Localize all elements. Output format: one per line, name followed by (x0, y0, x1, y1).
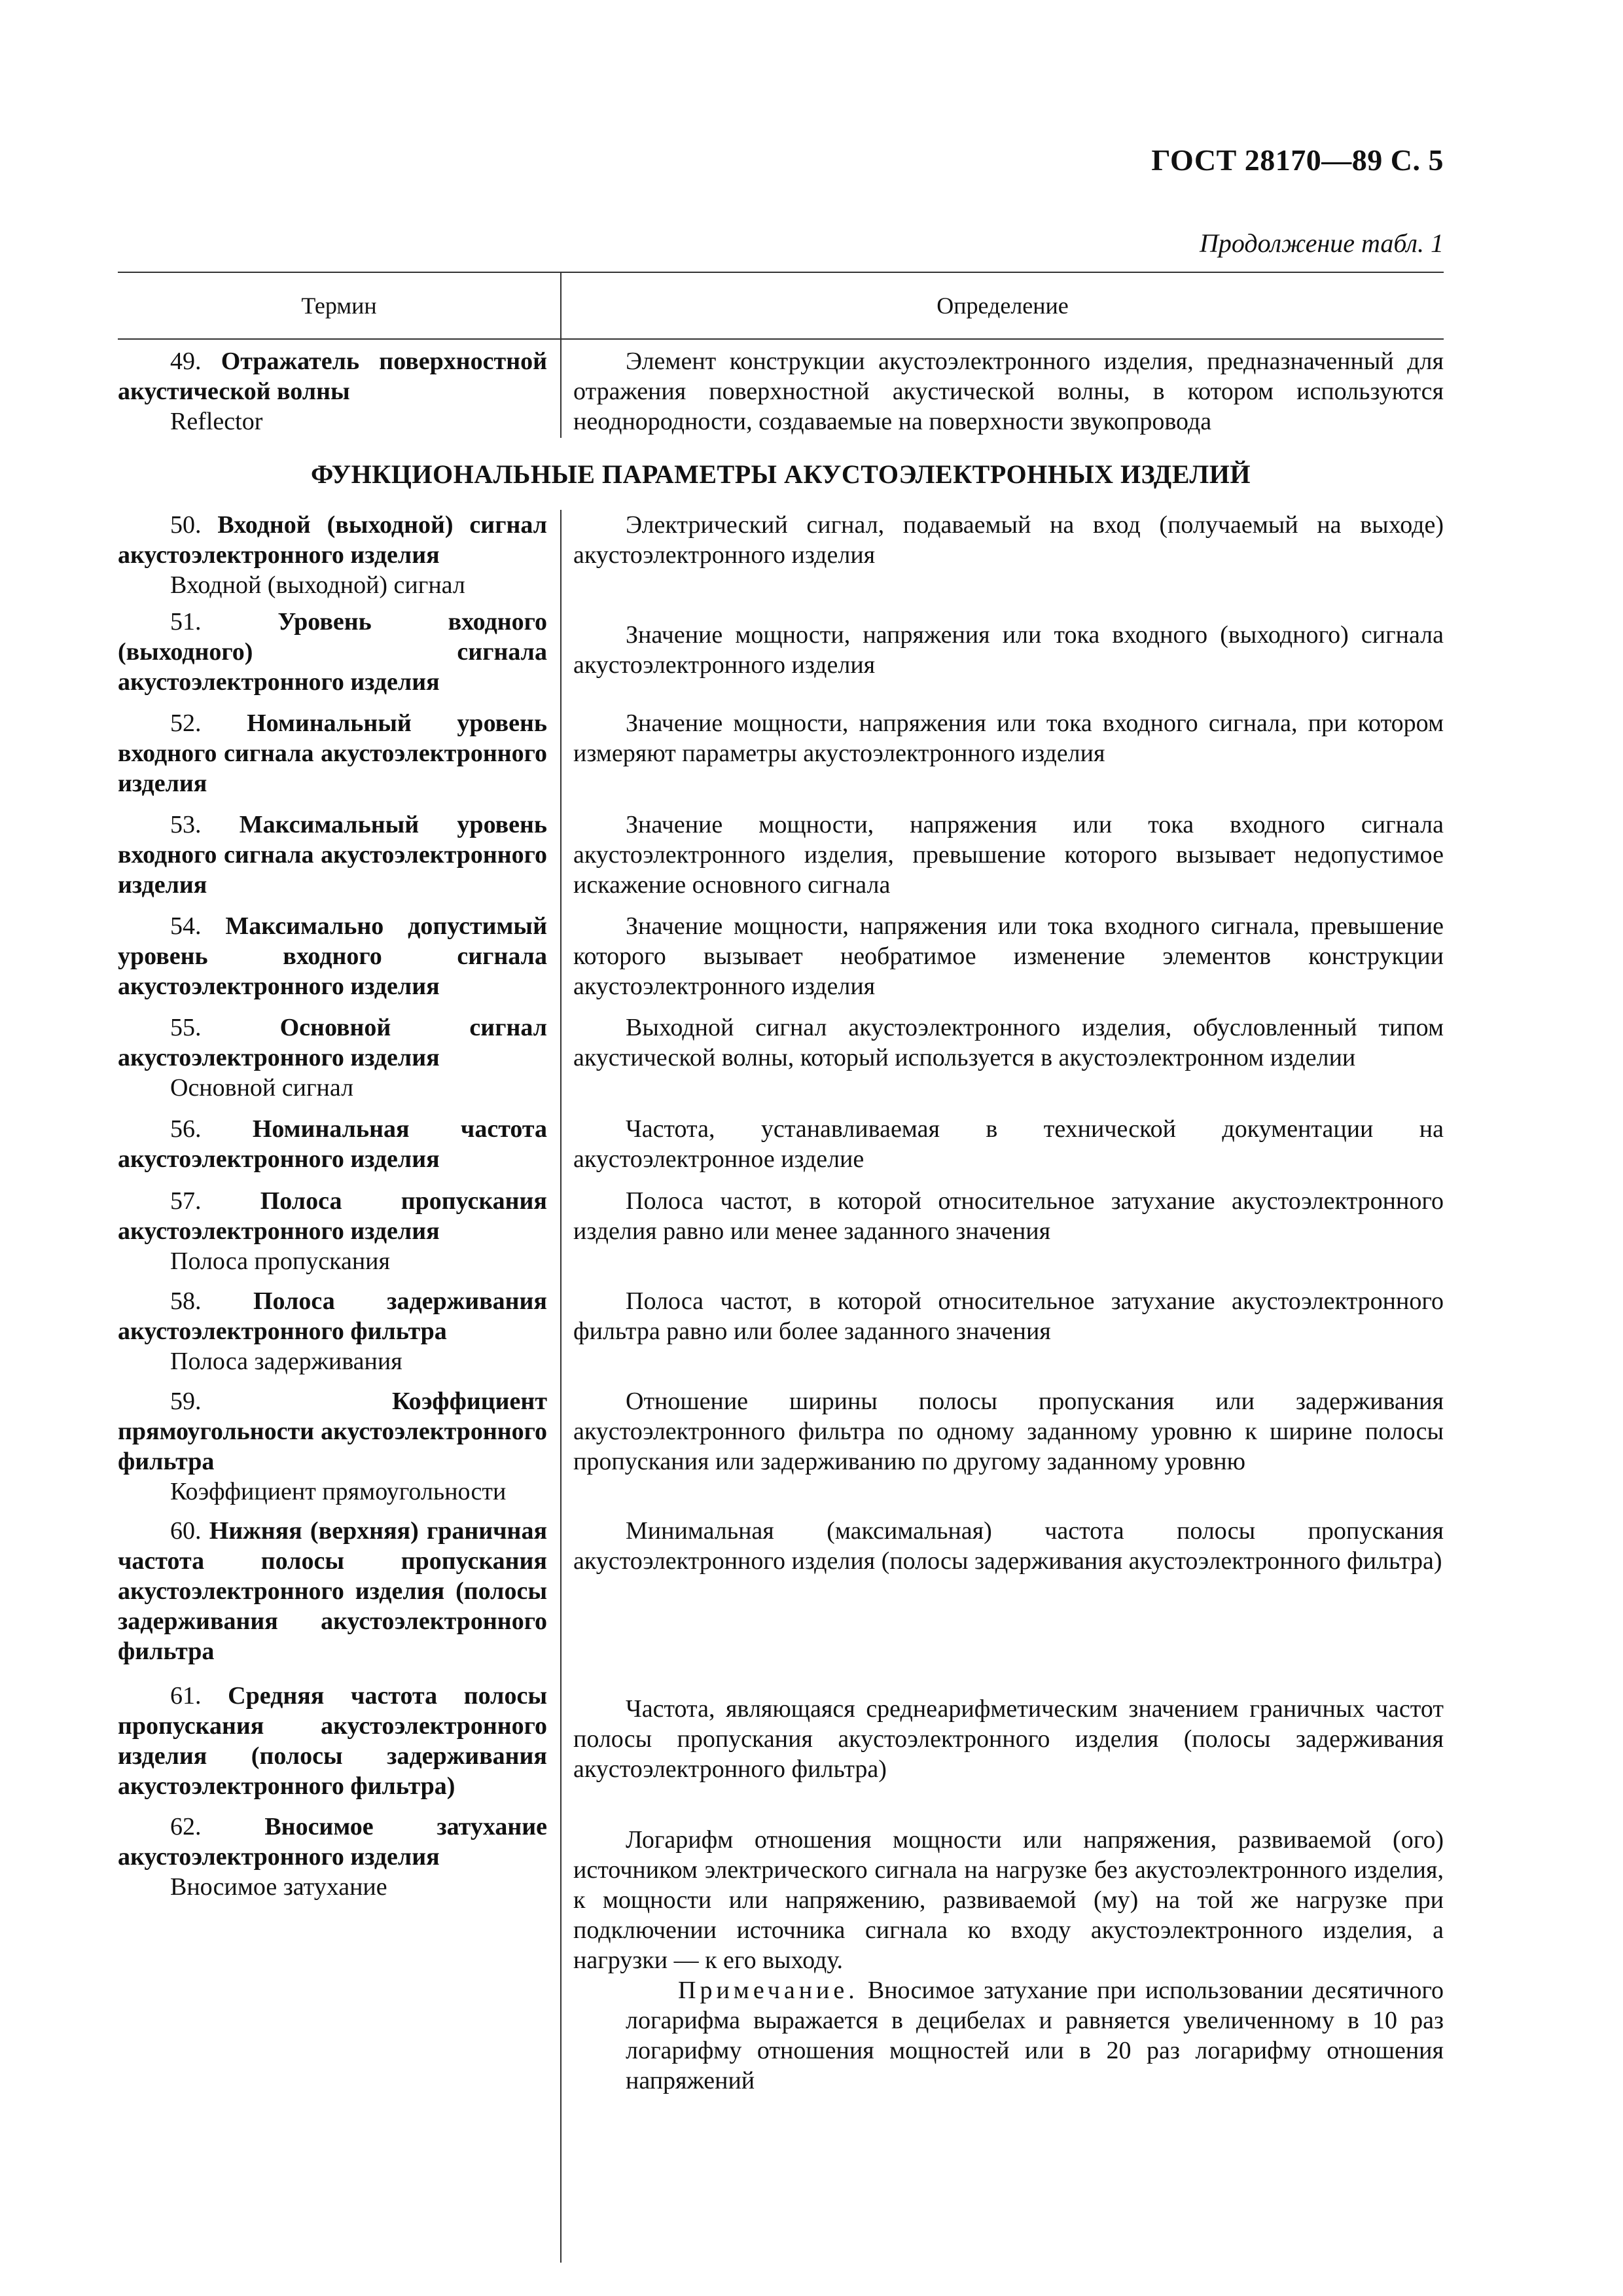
definition-cell: Значение мощности, напряжения или тока входного сигнала акустоэлектронного изделия, превышение которого вызывает недопустимое искажение основного сигнала (573, 811, 1444, 899)
term-cell: 50. Входной (выходной) сигнал акустоэлектронного изделия Входной (выходной) сигнал (118, 511, 547, 599)
definition-cell: Полоса частот, в которой относительное затухание акустоэлектронного изделия равно или менее заданного значения (573, 1187, 1444, 1245)
definition-cell: Значение мощности, напряжения или тока входного сигнала, превышение которого вызывает необратимое изменение элементов конструкции акустоэлектронного изделия (573, 912, 1444, 1000)
terms-table (118, 272, 1444, 2100)
column-header-term: Термин (118, 273, 562, 338)
column-header-definition: Определение (936, 293, 1069, 319)
column-divider (560, 340, 562, 438)
table-row (118, 340, 1444, 438)
term-cell: 60. Нижняя (верхняя) граничная частота полосы пропускания акустоэлектронного изделия (полосы задерживания акустоэлектронного фильтра (118, 1517, 548, 1665)
table-row (118, 911, 1444, 1013)
table-header (118, 272, 1444, 340)
term-text: Номинальная частота акустоэлектронного изделия (118, 1115, 547, 1173)
term-text: Вносимое затухание акустоэлектронного изделия (118, 1813, 548, 1871)
table-row (118, 510, 1444, 607)
table-continuation-label: Продолжение табл. 1 (1199, 228, 1444, 258)
table-row (118, 708, 1444, 810)
term-text: Номинальный уровень входного сигнала акустоэлектронного изделия (118, 709, 547, 797)
definition-cell: Электрический сигнал, подаваемый на вход (получаемый на выходе) акустоэлектронного изделия (573, 511, 1444, 569)
table-row (118, 607, 1444, 708)
table-row (118, 1286, 1444, 1386)
term-cell: 61. Средняя частота полосы пропускания акустоэлектронного изделия (полосы задерживания акустоэлектронного фильтра) (118, 1682, 548, 1800)
term-text: Основной сигнал акустоэлектронного изделия (118, 1014, 547, 1071)
table-row (118, 1386, 1444, 1516)
section-title: ФУНКЦИОНАЛЬНЫЕ ПАРАМЕТРЫ АКУСТОЭЛЕКТРОННЫХ ИЗДЕЛИЙ (310, 459, 1251, 489)
term-text: Коэффициент прямоугольности акустоэлектронного фильтра (118, 1388, 547, 1475)
term-text: Уровень входного (выходного) сигнала акустоэлектронного изделия (118, 608, 547, 696)
column-divider (560, 510, 562, 2263)
definition-cell: Полоса частот, в которой относительное затухание акустоэлектронного фильтра равно или более заданного значения (573, 1287, 1444, 1345)
term-cell: 53. Максимальный уровень входного сигнала акустоэлектронного изделия (118, 811, 547, 899)
term-text: Нижняя (верхняя) граничная частота полосы пропускания акустоэлектронного изделия (полосы задерживания акустоэлектронного фильтра (118, 1517, 548, 1665)
definition-cell: Частота, являющаяся среднеарифметическим значением граничных частот полосы пропускания акустоэлектронного изделия (полосы задерживания акустоэлектронного фильтра) (573, 1695, 1444, 1783)
term-synonym: Входной (выходной) сигнал (170, 571, 465, 599)
term-text: Входной (выходной) сигнал акустоэлектронного изделия (118, 511, 547, 569)
table-body (118, 340, 1444, 2100)
term-text: Средняя частота полосы пропускания акустоэлектронного изделия (полосы задерживания акустоэлектронного фильтра) (118, 1682, 548, 1800)
definition-cell: Значение мощности, напряжения или тока входного (выходного) сигнала акустоэлектронного изделия (573, 621, 1444, 679)
term-synonym: Полоса пропускания (170, 1247, 390, 1275)
table-row (118, 810, 1444, 911)
table-row (118, 1186, 1444, 1286)
term-text: Максимально допустимый уровень входного сигнала акустоэлектронного изделия (118, 912, 547, 1000)
definition-cell: Частота, устанавливаемая в технической документации на акустоэлектронное изделие (573, 1115, 1444, 1173)
note-label: Примечание. (678, 1977, 859, 2004)
table-row (118, 1516, 1444, 1681)
table-row (118, 1114, 1444, 1186)
term-cell: 55. Основной сигнал акустоэлектронного изделия Основной сигнал (118, 1014, 547, 1102)
definition-cell: Значение мощности, напряжения или тока входного сигнала, при котором измеряют параметры акустоэлектронного изделия (573, 709, 1444, 767)
definition-cell: Логарифм отношения мощности или напряжения, развиваемой (ого) источником электрического сигнала на нагрузке без акустоэлектронного изделия, к мощности или напряжению, развиваемой (му) на той же нагрузке при подключении источника сигнала ко входу акустоэлектронного изделия, а нагрузки — к его выходу. (573, 1826, 1444, 1974)
term-text: Максимальный уровень входного сигнала акустоэлектронного изделия (118, 811, 547, 899)
term-synonym: Полоса задерживания (170, 1348, 402, 1375)
term-synonym: Основной сигнал (170, 1074, 354, 1102)
note-text: Вносимое затухание при использовании десятичного логарифма выражается в децибелах и равняется увеличенному в 10 раз логарифму отношения мощностей или в 20 раз логарифму отношения напряжений (626, 1977, 1444, 2094)
term-cell: 62. Вносимое затухание акустоэлектронного изделия Вносимое затухание (118, 1813, 548, 1901)
term-cell: 49. Отражатель поверхностной акустической волны Reflector (118, 348, 547, 435)
note (573, 1975, 1444, 2096)
term-text: Отражатель поверхностной акустической волны (118, 348, 547, 405)
definition-cell: Минимальная (максимальная) частота полосы пропускания акустоэлектронного изделия (полосы задерживания акустоэлектронного фильтра) (573, 1517, 1444, 1575)
term-cell: 56. Номинальная частота акустоэлектронного изделия (118, 1115, 547, 1173)
document-title: ГОСТ 28170—89 С. 5 (1151, 143, 1444, 177)
term-synonym: Reflector (170, 408, 263, 435)
term-cell: 58. Полоса задерживания акустоэлектронного фильтра Полоса задерживания (118, 1287, 547, 1375)
table-row (118, 1013, 1444, 1114)
term-cell: 57. Полоса пропускания акустоэлектронного изделия Полоса пропускания (118, 1187, 547, 1275)
definition-cell: Элемент конструкции акустоэлектронного изделия, предназначенный для отражения поверхностной акустической волны, в котором используются неоднородности, создаваемые на поверхности звукопровода (573, 348, 1444, 435)
table-row (118, 1812, 1444, 2100)
term-cell: 52. Номинальный уровень входного сигнала акустоэлектронного изделия (118, 709, 547, 797)
definition-cell: Отношение ширины полосы пропускания или задерживания акустоэлектронного фильтра по одному заданному уровню к ширине полосы пропускания или задерживанию по другому заданному уровню (573, 1388, 1444, 1475)
term-cell: 59. Коэффициент прямоугольности акустоэлектронного фильтра Коэффициент прямоугольности (118, 1388, 547, 1505)
term-cell: 51. Уровень входного (выходного) сигнала акустоэлектронного изделия (118, 608, 547, 696)
term-synonym: Коэффициент прямоугольности (170, 1478, 507, 1505)
term-text: Полоса задерживания акустоэлектронного фильтра (118, 1287, 547, 1345)
definition-cell: Выходной сигнал акустоэлектронного изделия, обусловленный типом акустической волны, который используется в акустоэлектронном изделии (573, 1014, 1444, 1071)
term-synonym: Вносимое затухание (170, 1873, 387, 1901)
term-cell: 54. Максимально допустимый уровень входного сигнала акустоэлектронного изделия (118, 912, 547, 1000)
term-text: Полоса пропускания акустоэлектронного изделия (118, 1187, 547, 1245)
table-row (118, 1681, 1444, 1812)
